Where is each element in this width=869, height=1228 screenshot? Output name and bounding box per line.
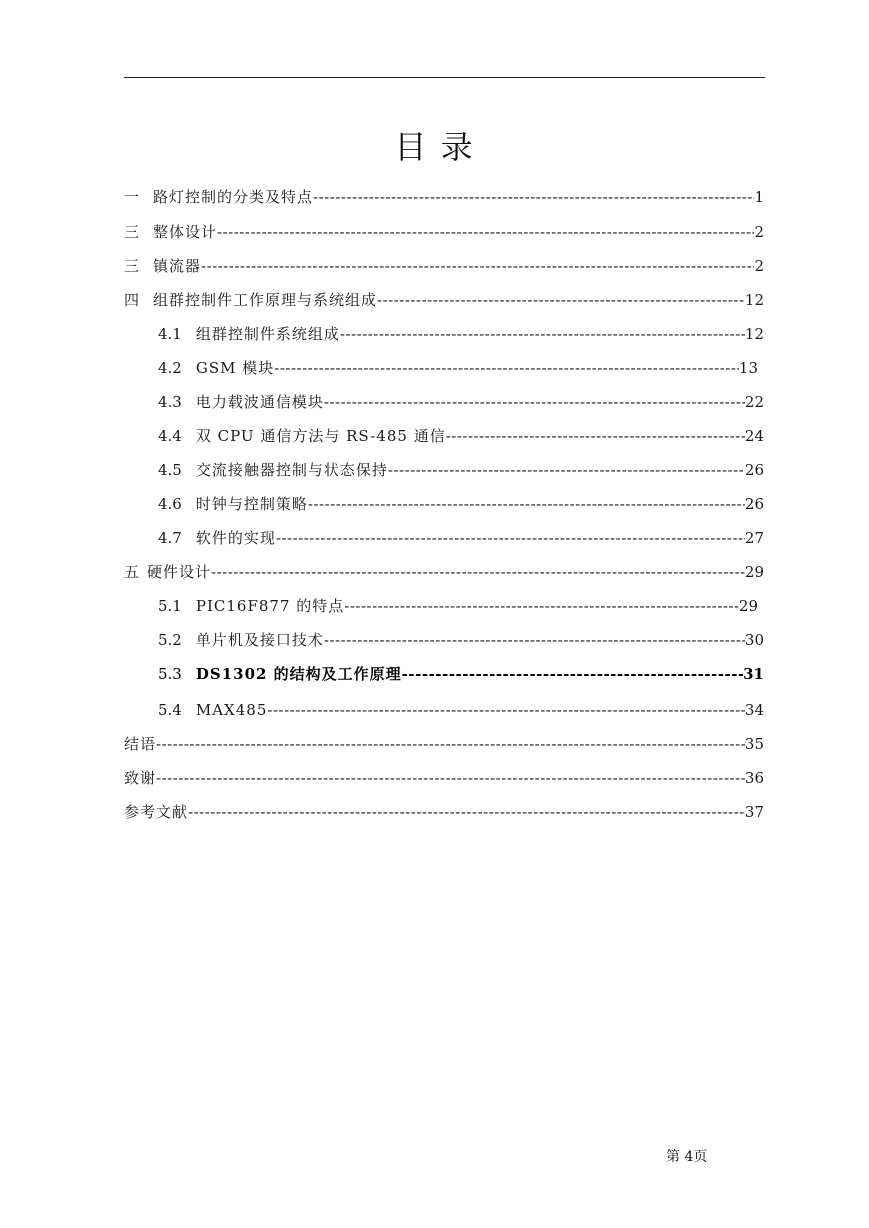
toc-entry-page: 37 xyxy=(744,803,764,821)
toc-entry-title: 结语 xyxy=(124,735,157,753)
toc-entry-page: 26 xyxy=(744,461,764,479)
toc-leader xyxy=(446,425,745,447)
toc-entry[interactable] xyxy=(158,527,764,549)
toc-entry-number: 一 xyxy=(124,188,140,206)
toc-entry-page: 27 xyxy=(744,529,764,547)
header-rule xyxy=(124,77,765,78)
toc-entry-page: 34 xyxy=(744,701,764,719)
toc-entry-page: 30 xyxy=(744,631,764,649)
toc-entry-page: 35 xyxy=(744,735,764,753)
toc-leader xyxy=(388,459,745,481)
page-title: 目 录 xyxy=(394,128,475,166)
toc-entry[interactable] xyxy=(158,493,764,515)
toc-entry-number: 4.7 xyxy=(158,529,182,547)
toc-entry-number: 4.3 xyxy=(158,393,182,411)
toc-leader xyxy=(156,767,745,789)
toc-entry-page: 26 xyxy=(744,495,764,513)
toc-entry-number: 4.2 xyxy=(158,359,182,377)
toc-entry-page: 2 xyxy=(754,223,764,241)
toc-entry-number: 4.5 xyxy=(158,461,182,479)
toc-entry-title: GSM 模块 xyxy=(195,359,275,377)
toc-entry-number: 五 xyxy=(124,563,140,581)
toc-leader xyxy=(340,323,745,345)
toc-entry[interactable] xyxy=(158,629,764,651)
toc-entry[interactable] xyxy=(158,425,764,447)
toc-leader xyxy=(276,527,745,549)
toc-entry-title: MAX485 xyxy=(195,701,268,719)
toc-entry-page: 29 xyxy=(744,563,764,581)
toc-entry[interactable] xyxy=(158,357,758,379)
toc-entry-number: 四 xyxy=(124,291,140,309)
toc-entry-title: 参考文献 xyxy=(124,803,189,821)
toc-leader xyxy=(324,629,745,651)
toc-leader xyxy=(267,699,745,721)
toc-leader xyxy=(217,221,754,243)
toc-entry[interactable] xyxy=(158,459,764,481)
toc-entry-title: 交流接触器控制与状态保持 xyxy=(195,461,388,479)
toc-entry[interactable] xyxy=(158,595,758,617)
toc-leader xyxy=(324,391,745,413)
toc-entry-title: 双 CPU 通信方法与 RS-485 通信 xyxy=(195,427,446,445)
toc-entry-page: 22 xyxy=(744,393,764,411)
toc-entry[interactable] xyxy=(124,255,764,277)
toc-leader xyxy=(201,255,754,277)
toc-entry[interactable] xyxy=(158,391,764,413)
toc-entry[interactable] xyxy=(124,733,764,755)
toc-entry[interactable] xyxy=(124,801,764,823)
toc-entry-title: PIC16F877 的特点 xyxy=(195,597,345,615)
toc-entry-title: 组群控制件工作原理与系统组成 xyxy=(153,291,378,309)
toc-leader xyxy=(377,289,745,311)
toc-entry-number: 5.3 xyxy=(158,665,182,683)
toc-entry[interactable] xyxy=(124,289,764,311)
toc-entry[interactable] xyxy=(124,561,764,583)
toc-entry[interactable] xyxy=(158,323,764,345)
toc-entry-title: DS1302 的结构及工作原理 xyxy=(195,665,402,683)
toc-entry-page: 12 xyxy=(744,291,764,309)
toc-leader xyxy=(402,663,743,685)
toc-leader xyxy=(211,561,745,583)
toc-entry[interactable] xyxy=(124,221,764,243)
toc-entry-page: 13 xyxy=(738,359,758,377)
toc-entry-title: 镇流器 xyxy=(153,257,202,275)
toc-entry-title: 软件的实现 xyxy=(195,529,276,547)
toc-leader xyxy=(188,801,745,823)
toc-entry-page: 31 xyxy=(743,665,764,683)
toc-leader xyxy=(156,733,745,755)
toc-leader xyxy=(274,357,739,379)
toc-entry-title: 整体设计 xyxy=(153,223,218,241)
toc-entry-page: 29 xyxy=(738,597,758,615)
toc-entry-page: 12 xyxy=(744,325,764,343)
toc-entry-number: 4.6 xyxy=(158,495,182,513)
toc-entry-title: 电力载波通信模块 xyxy=(195,393,324,411)
toc-leader xyxy=(344,595,739,617)
toc-entry-title: 硬件设计 xyxy=(147,563,212,581)
toc-entry[interactable] xyxy=(124,767,764,789)
toc-entry-title: 时钟与控制策略 xyxy=(195,495,308,513)
toc-entry[interactable] xyxy=(158,663,764,685)
toc-entry-number: 三 xyxy=(124,257,140,275)
page-number: 第 4页 xyxy=(666,1149,708,1165)
toc-entry-number: 5.1 xyxy=(158,597,182,615)
toc-entry-page: 1 xyxy=(754,188,764,206)
toc-leader xyxy=(313,186,754,208)
toc-entry-title: 单片机及接口技术 xyxy=(195,631,324,649)
toc-entry[interactable] xyxy=(158,699,764,721)
toc-entry-title: 路灯控制的分类及特点 xyxy=(153,188,314,206)
toc-entry-number: 三 xyxy=(124,223,140,241)
toc-entry[interactable] xyxy=(124,186,764,208)
toc-entry-page: 2 xyxy=(754,257,764,275)
toc-leader xyxy=(308,493,745,515)
toc-entry-number: 5.4 xyxy=(158,701,182,719)
toc-entry-number: 4.1 xyxy=(158,325,182,343)
toc-entry-title: 组群控制件系统组成 xyxy=(195,325,340,343)
toc-entry-title: 致谢 xyxy=(124,769,157,787)
toc-entry-number: 4.4 xyxy=(158,427,182,445)
toc-entry-number: 5.2 xyxy=(158,631,182,649)
toc-entry-page: 36 xyxy=(744,769,764,787)
toc-entry-page: 24 xyxy=(744,427,764,445)
